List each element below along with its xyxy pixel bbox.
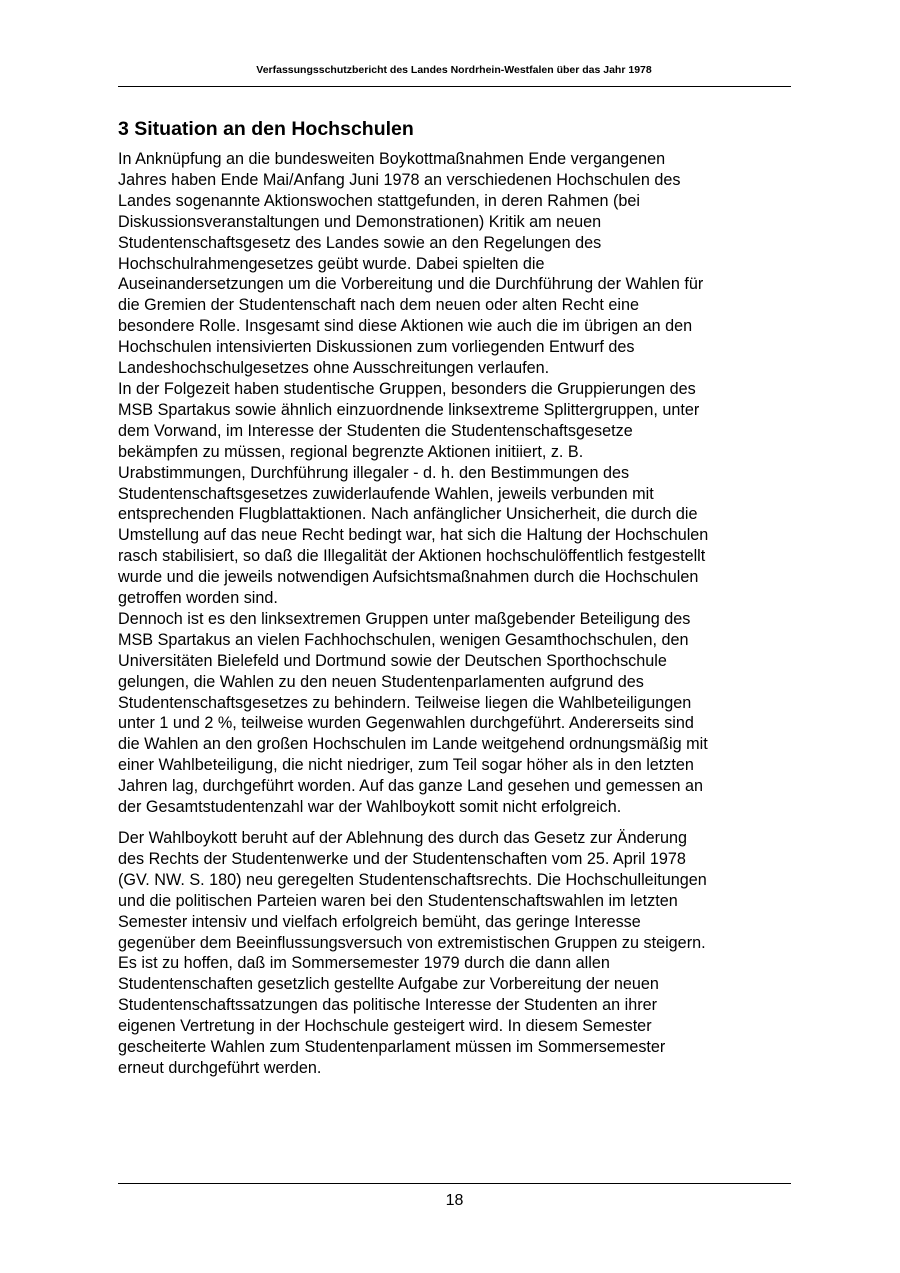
paragraph-2 (118, 379, 798, 609)
text-line: Diskussionsveranstaltungen und Demonstrationen) Kritik am neuen (118, 212, 602, 231)
running-header: Verfassungsschutzbericht des Landes Nordrhein-Westfalen über das Jahr 1978 (256, 64, 652, 76)
text-line: Urabstimmungen, Durchführung illegaler - d. h. den Bestimmungen des (118, 463, 630, 482)
text-line: Jahren lag, durchgeführt worden. Auf das ganze Land gesehen und gemessen an (118, 777, 703, 796)
text-line: die Gremien der Studentenschaft nach dem neuen oder alten Recht eine (118, 296, 640, 315)
paragraph-1 (118, 149, 798, 379)
text-line: der Gesamtstudentenzahl war der Wahlboykott somit nicht erfolgreich. (118, 798, 622, 817)
text-line: unter 1 und 2 %, teilweise wurden Gegenwahlen durchgeführt. Andererseits sind (118, 714, 694, 733)
text-line: Landes sogenannte Aktionswochen stattgefunden, in deren Rahmen (bei (118, 191, 640, 210)
text-line: Der Wahlboykott beruht auf der Ablehnung des durch das Gesetz zur Änderung (118, 829, 688, 847)
text-line: Semester intensiv und vielfach erfolgreich bemüht, das geringe Interesse (118, 912, 641, 931)
text-line: eigenen Vertretung in der Hochschule gesteigert wird. In diesem Semester (118, 1017, 652, 1036)
text-line: die Wahlen an den großen Hochschulen im Lande weitgehend ordnungsmäßig mit (118, 735, 708, 754)
paragraph-3 (118, 609, 798, 818)
text-line: Dennoch ist es den linksextremen Gruppen unter maßgebender Beteiligung des (118, 609, 691, 628)
text-line: In Anknüpfung an die bundesweiten Boykottmaßnahmen Ende vergangenen (118, 150, 666, 168)
text-line: Studentenschaftsgesetz des Landes sowie an den Regelungen des (118, 233, 602, 252)
text-line: dem Vorwand, im Interesse der Studenten die Studentenschaftsgesetze (118, 421, 633, 440)
text-line: des Rechts der Studentenwerke und der Studentenschaften vom 25. April 1978 (118, 849, 686, 868)
text-line: erneut durchgeführt werden. (118, 1058, 322, 1077)
body-text (118, 149, 798, 1079)
text-line: Es ist zu hoffen, daß im Sommersemester 1979 durch die dann allen (118, 954, 610, 973)
text-line: getroffen worden sind. (118, 589, 278, 608)
header-divider (118, 86, 791, 87)
text-line: (GV. NW. S. 180) neu geregelten Studentenschaftsrechts. Die Hochschulleitungen (118, 870, 707, 889)
text-line: MSB Spartakus an vielen Fachhochschulen, wenigen Gesamthochschulen, den (118, 630, 689, 649)
text-line: wurde und die jeweils notwendigen Aufsichtsmaßnahmen durch die Hochschulen (118, 568, 699, 587)
text-line: Landeshochschulgesetzes ohne Ausschreitungen verlaufen. (118, 359, 550, 378)
text-line: besondere Rolle. Insgesamt sind diese Aktionen wie auch die im übrigen an den (118, 317, 693, 336)
text-line: Universitäten Bielefeld und Dortmund sowie der Deutschen Sporthochschule (118, 651, 667, 670)
text-line: Studentenschaften gesetzlich gestellte Aufgabe zur Vorbereitung der neuen (118, 975, 659, 994)
text-line: MSB Spartakus sowie ähnlich einzuordnende linksextreme Splittergruppen, unter (118, 400, 700, 419)
paragraph-4 (118, 828, 798, 1079)
text-line: gescheiterte Wahlen zum Studentenparlament müssen im Sommersemester (118, 1038, 666, 1057)
text-line: In der Folgezeit haben studentische Gruppen, besonders die Gruppierungen des (118, 379, 696, 398)
text-line: Hochschulrahmengesetzes geübt wurde. Dabei spielten die (118, 254, 545, 273)
text-line: Umstellung auf das neue Recht bedingt war, hat sich die Haltung der Hochschulen (118, 526, 709, 545)
page-number: 18 (445, 1192, 464, 1209)
text-line: einer Wahlbeteiligung, die nicht niedriger, zum Teil sogar höher als in den letzten (118, 756, 694, 775)
text-line: rasch stabilisiert, so daß die Illegalität der Aktionen hochschulöffentlich festgestellt (118, 547, 706, 566)
text-line: Auseinandersetzungen um die Vorbereitung und die Durchführung der Wahlen für (118, 275, 704, 294)
section-title: 3 Situation an den Hochschulen (118, 118, 414, 140)
text-line: Hochschulen intensivierten Diskussionen zum vorliegenden Entwurf des (118, 338, 635, 357)
text-line: bekämpfen zu müssen, regional begrenzte Aktionen initiiert, z. B. (118, 442, 584, 461)
text-line: Studentenschaftsgesetzes zu behindern. Teilweise liegen die Wahlbeteiligungen (118, 693, 692, 712)
text-line: gegenüber dem Beeinflussungsversuch von extremistischen Gruppen zu steigern. (118, 933, 706, 952)
text-line: und die politischen Parteien waren bei den Studentenschaftswahlen im letzten (118, 891, 678, 910)
text-line: gelungen, die Wahlen zu den neuen Studentenparlamenten aufgrund des (118, 672, 644, 691)
text-line: Studentenschaftssatzungen das politische Interesse der Studenten an ihrer (118, 996, 658, 1015)
text-line: Jahres haben Ende Mai/Anfang Juni 1978 an verschiedenen Hochschulen des (118, 170, 681, 189)
footer-divider (118, 1183, 791, 1184)
text-line: Studentenschaftsgesetzes zuwiderlaufende Wahlen, jeweils verbunden mit (118, 484, 654, 503)
text-line: entsprechenden Flugblattaktionen. Nach anfänglicher Unsicherheit, die durch die (118, 505, 698, 524)
